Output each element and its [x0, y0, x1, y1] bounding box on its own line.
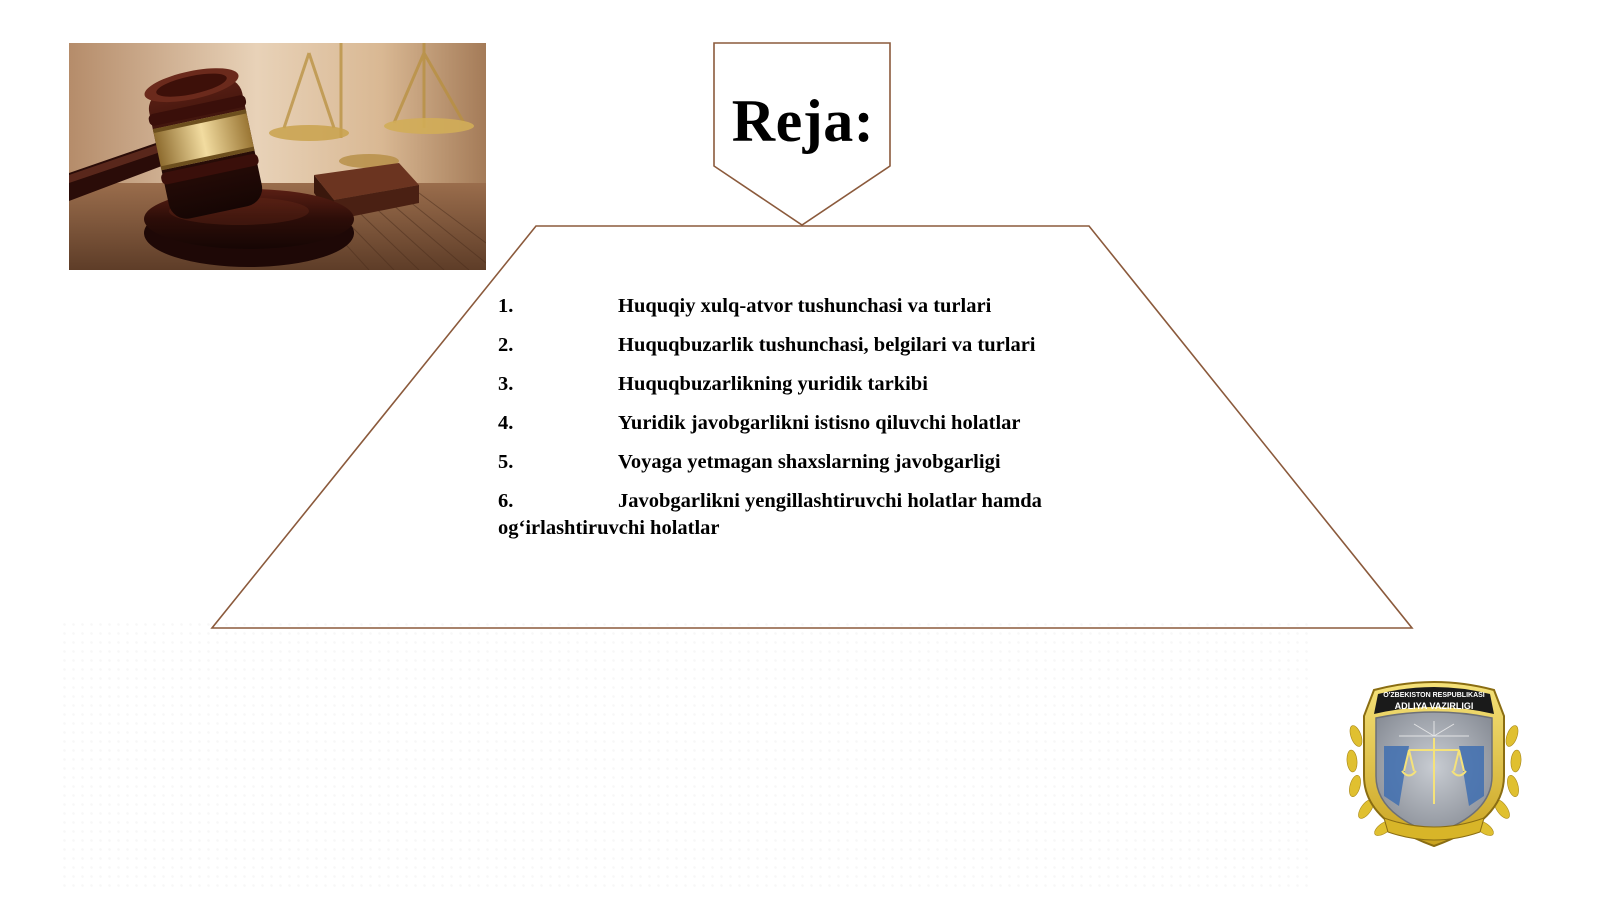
- plan-item-3: [498, 371, 1098, 398]
- plan-item-text: Voyaga yetmagan shaxslarning javobgarligi: [618, 451, 1001, 473]
- plan-item-2: [498, 332, 1098, 359]
- plan-list: [498, 293, 1098, 554]
- plan-item-1: [498, 293, 1098, 320]
- ministry-emblem-logo: [1344, 676, 1524, 854]
- plan-item-number: 6.: [498, 490, 514, 512]
- plan-item-4: [498, 410, 1098, 437]
- plan-item-number: 5.: [498, 451, 514, 473]
- plan-item-text: Huquqbuzarlik tushunchasi, belgilari va turlari: [618, 334, 1036, 356]
- plan-item-number: 2.: [498, 334, 514, 356]
- slide-title: Reja:: [731, 88, 875, 154]
- plan-item-text: Huquqiy xulq-atvor tushunchasi va turlari: [618, 295, 992, 317]
- plan-item-number: 1.: [498, 295, 514, 317]
- plan-item-number: 3.: [498, 373, 514, 395]
- plan-item-text: Huquqbuzarlikning yuridik tarkibi: [618, 373, 928, 395]
- plan-item-number: 4.: [498, 412, 514, 434]
- emblem-top-text: O'ZBEKISTON RESPUBLIKASI: [1383, 692, 1485, 699]
- emblem-main-text: ADLIYA VAZIRLIGI: [1394, 701, 1474, 711]
- plan-item-text: Yuridik javobgarlikni istisno qiluvchi holatlar: [618, 412, 1021, 434]
- plan-item-6: [498, 488, 1098, 542]
- plan-item-text: Javobgarlikni yengillashtiruvchi holatlar hamda og‘irlashtiruvchi holatlar: [498, 490, 1042, 539]
- plan-item-5: [498, 449, 1098, 476]
